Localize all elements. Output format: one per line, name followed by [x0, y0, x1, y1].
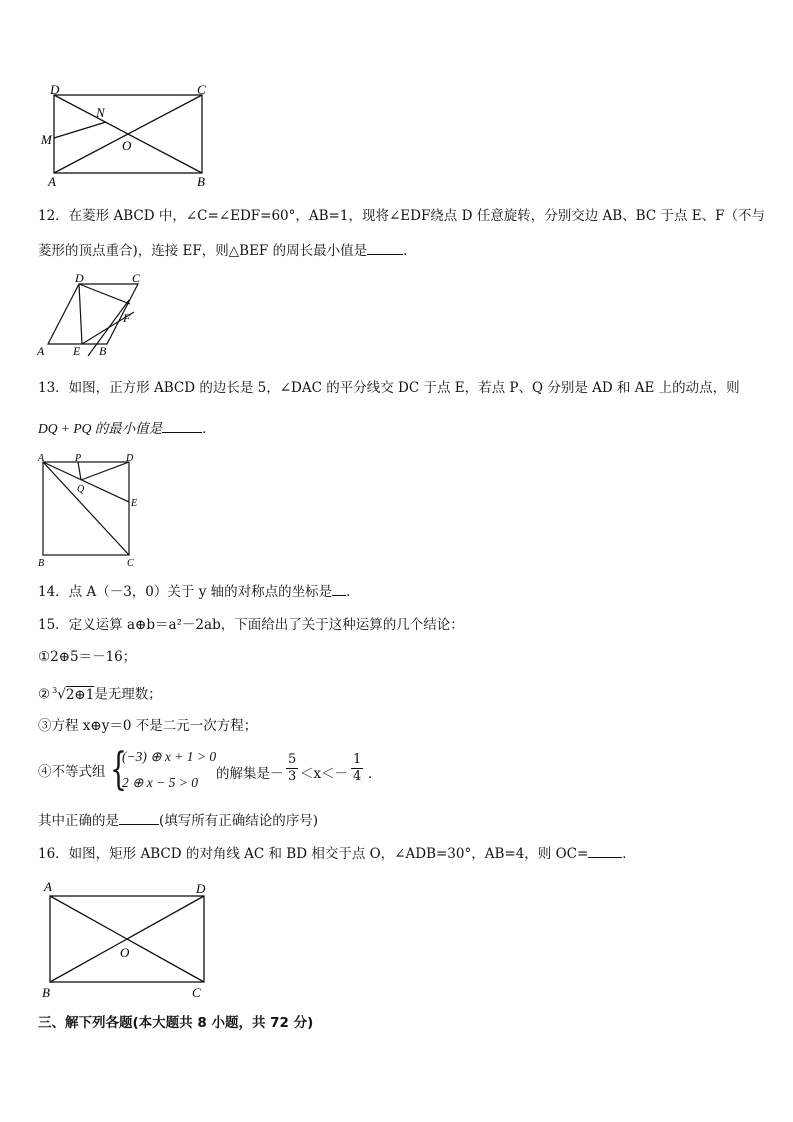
q15-c4-inequality-1: (−3) ⊕ x + 1 > 0 [122, 749, 217, 764]
q14-end: ． [346, 584, 360, 600]
q15-conclusion-3: ③方程 x⊕y＝0 不是二元一次方程； [38, 718, 258, 734]
figure-11 [36, 82, 216, 192]
q15-c2-root-index: 3 [52, 686, 58, 695]
q15-answer-line [38, 810, 318, 831]
fig12-label-b: B [99, 344, 107, 358]
fig13-label-c: C [127, 558, 134, 569]
fig13-label-d: D [126, 453, 134, 464]
fig13-label-b: B [38, 558, 45, 569]
fig16-label-c: C [192, 985, 201, 1000]
q12-line2-end: ． [403, 243, 417, 259]
fig11-label-o: O [122, 138, 132, 153]
q15-answer-suffix: (填写所有正确结论的序号) [159, 813, 319, 829]
fig13-label-p: P [75, 453, 82, 464]
fig11-label-c: C [197, 82, 206, 97]
q15-c4-frac1-den: 3 [288, 769, 297, 784]
fig11-label-n: N [96, 105, 105, 120]
q12-line2 [38, 240, 417, 261]
figure-12 [34, 270, 164, 362]
fig13-label-e: E [131, 498, 138, 509]
q12-answer-blank[interactable] [367, 240, 403, 255]
fig16-label-o: O [120, 945, 130, 960]
q15-c4-inequality-2: 2 ⊕ x − 5 > 0 [122, 775, 199, 790]
q15-c4-frac2-den: 4 [353, 769, 362, 784]
q13-line2-text: DQ + PQ 的最小值是 [38, 421, 163, 436]
q15-c4-frac2-num: 1 [353, 752, 362, 767]
q16-end: ． [622, 846, 636, 862]
section-3-title: 三、解下列各题(本大题共 8 小题，共 72 分) [38, 1015, 314, 1031]
q15-c4-end: ． [368, 766, 382, 782]
q12-line1: 12．在菱形 ABCD 中，∠C=∠EDF=60°，AB=1，现将∠EDF绕点 D 任意旋转，分别交边 AB、BC 于点 E、F（不与 [38, 208, 765, 224]
q12-line2-text: 菱形的顶点重合)，连接 EF，则△BEF 的周长最小值是 [38, 243, 368, 259]
q15-c2-suffix: 是无理数； [94, 686, 162, 703]
q15-c4-frac1-num: 5 [288, 752, 297, 767]
q15-c4-prefix: ④不等式组 [38, 764, 106, 780]
fig11-label-b: B [197, 174, 205, 189]
radical-sign-icon: √ [57, 686, 66, 703]
q15-c4-mid: 的解集是－ [216, 766, 284, 782]
fig12-label-e: E [73, 344, 81, 358]
brace-icon: { [110, 744, 127, 795]
q13-line2 [38, 418, 216, 439]
fig12-label-a: A [37, 344, 45, 358]
q15-c4-fraction-2 [351, 752, 363, 785]
q15-conclusion-1: ①2⊕5＝－16； [38, 649, 137, 665]
q13-line1: 13．如图，正方形 ABCD 的边长是 5，∠DAC 的平分线交 DC 于点 E，若点 P、Q 分别是 AD 和 AE 上的动点，则 [38, 380, 740, 396]
fig12-label-f: F [123, 311, 131, 325]
q15-answer-blank[interactable] [119, 810, 159, 825]
figure-16 [36, 878, 216, 1000]
fig16-label-b: B [42, 985, 50, 1000]
q14-line [38, 581, 360, 602]
q16-line [38, 843, 636, 864]
q15-c2-radicand: 2⊕1 [65, 686, 95, 703]
fig16-label-d: D [196, 881, 206, 896]
q16-text: 16．如图，矩形 ABCD 的对角线 AC 和 BD 相交于点 O，∠ADB=30°，AB=4，则 OC= [38, 846, 589, 862]
fig12-label-d: D [75, 271, 84, 285]
fig11-label-m: M [41, 132, 52, 147]
fig13-label-a: A [38, 453, 45, 464]
q14-answer-blank[interactable] [332, 581, 346, 596]
q15-conclusion-2 [38, 681, 162, 705]
q15-c2-prefix: ② [38, 686, 51, 703]
q15-c4-fraction-1 [286, 752, 298, 785]
fig11-label-a: A [48, 174, 56, 189]
q13-answer-blank[interactable] [162, 418, 202, 433]
figure-13 [34, 452, 146, 570]
q15-intro: 15．定义运算 a⊕b＝a²－2ab，下面给出了关于这种运算的几个结论： [38, 617, 464, 633]
fig12-label-c: C [132, 271, 141, 285]
fig16-label-a: A [44, 879, 52, 894]
q15-answer-prefix: 其中正确的是 [38, 813, 119, 829]
q14-text: 14．点 A（－3，0）关于 y 轴的对称点的坐标是 [38, 584, 333, 600]
q16-answer-blank[interactable] [588, 843, 622, 858]
q15-c4-lt: ＜x＜－ [300, 766, 349, 782]
fig13-label-q: Q [77, 484, 85, 495]
q13-line2-end: ． [202, 421, 216, 437]
fig11-label-d: D [50, 82, 60, 97]
